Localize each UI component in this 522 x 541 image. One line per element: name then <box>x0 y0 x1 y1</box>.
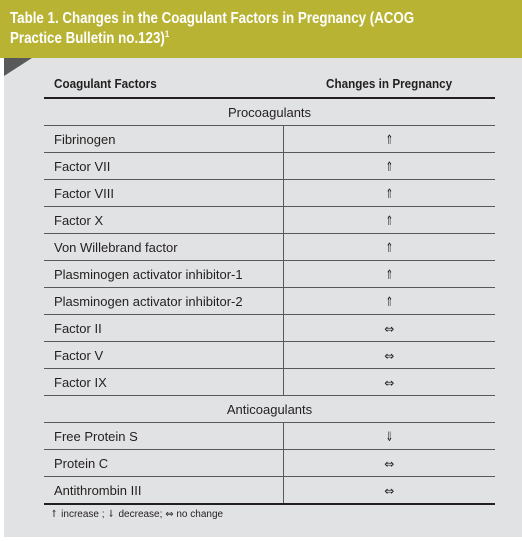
section-label: Procoagulants <box>44 98 495 126</box>
factor-name: Antithrombin III <box>44 477 283 505</box>
factor-name: Factor V <box>44 342 283 369</box>
change-cell <box>283 234 495 261</box>
change-cell <box>283 207 495 234</box>
table-row <box>44 153 495 180</box>
change-cell <box>283 369 495 396</box>
double-left-right-arrow-icon: ⇔ <box>384 321 395 336</box>
double-down-arrow-icon: ⇓ <box>385 429 394 445</box>
coagulant-factors-table <box>44 70 495 505</box>
table-row <box>44 234 495 261</box>
change-cell <box>283 153 495 180</box>
title-reference: 1 <box>164 29 170 39</box>
change-cell <box>283 261 495 288</box>
table-row <box>44 369 495 396</box>
change-cell <box>283 477 495 505</box>
double-left-right-arrow-icon: ⇔ <box>384 483 395 498</box>
factor-name: Factor X <box>44 207 283 234</box>
factor-name: Free Protein S <box>44 423 283 450</box>
double-up-arrow-icon: ⇑ <box>385 159 394 175</box>
table-header-row <box>44 70 495 98</box>
table-body <box>44 98 495 504</box>
table-row <box>44 180 495 207</box>
factor-name: Factor II <box>44 315 283 342</box>
factor-name: Fibrinogen <box>44 126 283 153</box>
symbol-legend <box>50 509 223 520</box>
column-header-factor: Coagulant Factors <box>44 70 283 98</box>
title-bar <box>0 0 522 58</box>
table-row <box>44 261 495 288</box>
table-row <box>44 288 495 315</box>
factor-name: Protein C <box>44 450 283 477</box>
table-title-text: Table 1. Changes in the Coagulant Factors in Pregnancy (ACOG Practice Bulletin no.123) <box>10 10 415 47</box>
factor-name: Factor VIII <box>44 180 283 207</box>
factor-name: Factor VII <box>44 153 283 180</box>
corner-fold <box>4 58 32 76</box>
double-left-right-arrow-icon: ⇔ <box>384 456 395 471</box>
double-left-right-arrow-icon: ⇔ <box>165 509 174 520</box>
table-row <box>44 477 495 505</box>
section-row <box>44 98 495 126</box>
double-up-arrow-icon: ⇑ <box>51 509 58 520</box>
double-up-arrow-icon: ⇑ <box>385 294 394 310</box>
double-down-arrow-icon: ⇓ <box>108 509 115 520</box>
table-row <box>44 423 495 450</box>
change-cell <box>283 126 495 153</box>
double-up-arrow-icon: ⇑ <box>385 132 394 148</box>
change-cell <box>283 288 495 315</box>
change-cell <box>283 342 495 369</box>
change-cell <box>283 315 495 342</box>
double-left-right-arrow-icon: ⇔ <box>384 375 395 390</box>
change-cell <box>283 423 495 450</box>
section-row <box>44 396 495 423</box>
double-up-arrow-icon: ⇑ <box>385 240 394 256</box>
factor-name: Plasminogen activator inhibitor-1 <box>44 261 283 288</box>
table-title <box>10 9 440 49</box>
factor-name: Von Willebrand factor <box>44 234 283 261</box>
table-row <box>44 342 495 369</box>
column-header-change: Changes in Pregnancy <box>283 70 495 98</box>
section-label: Anticoagulants <box>44 396 495 423</box>
legend-label: no change <box>176 509 224 520</box>
legend-label: decrease; <box>118 509 163 520</box>
table-row <box>44 207 495 234</box>
change-cell <box>283 450 495 477</box>
table-row <box>44 126 495 153</box>
change-cell <box>283 180 495 207</box>
factor-name: Plasminogen activator inhibitor-2 <box>44 288 283 315</box>
double-left-right-arrow-icon: ⇔ <box>384 348 395 363</box>
table-row <box>44 315 495 342</box>
double-up-arrow-icon: ⇑ <box>385 267 394 283</box>
table-row <box>44 450 495 477</box>
legend-label: increase ; <box>61 509 105 520</box>
double-up-arrow-icon: ⇑ <box>385 213 394 229</box>
factor-name: Factor IX <box>44 369 283 396</box>
double-up-arrow-icon: ⇑ <box>385 186 394 202</box>
